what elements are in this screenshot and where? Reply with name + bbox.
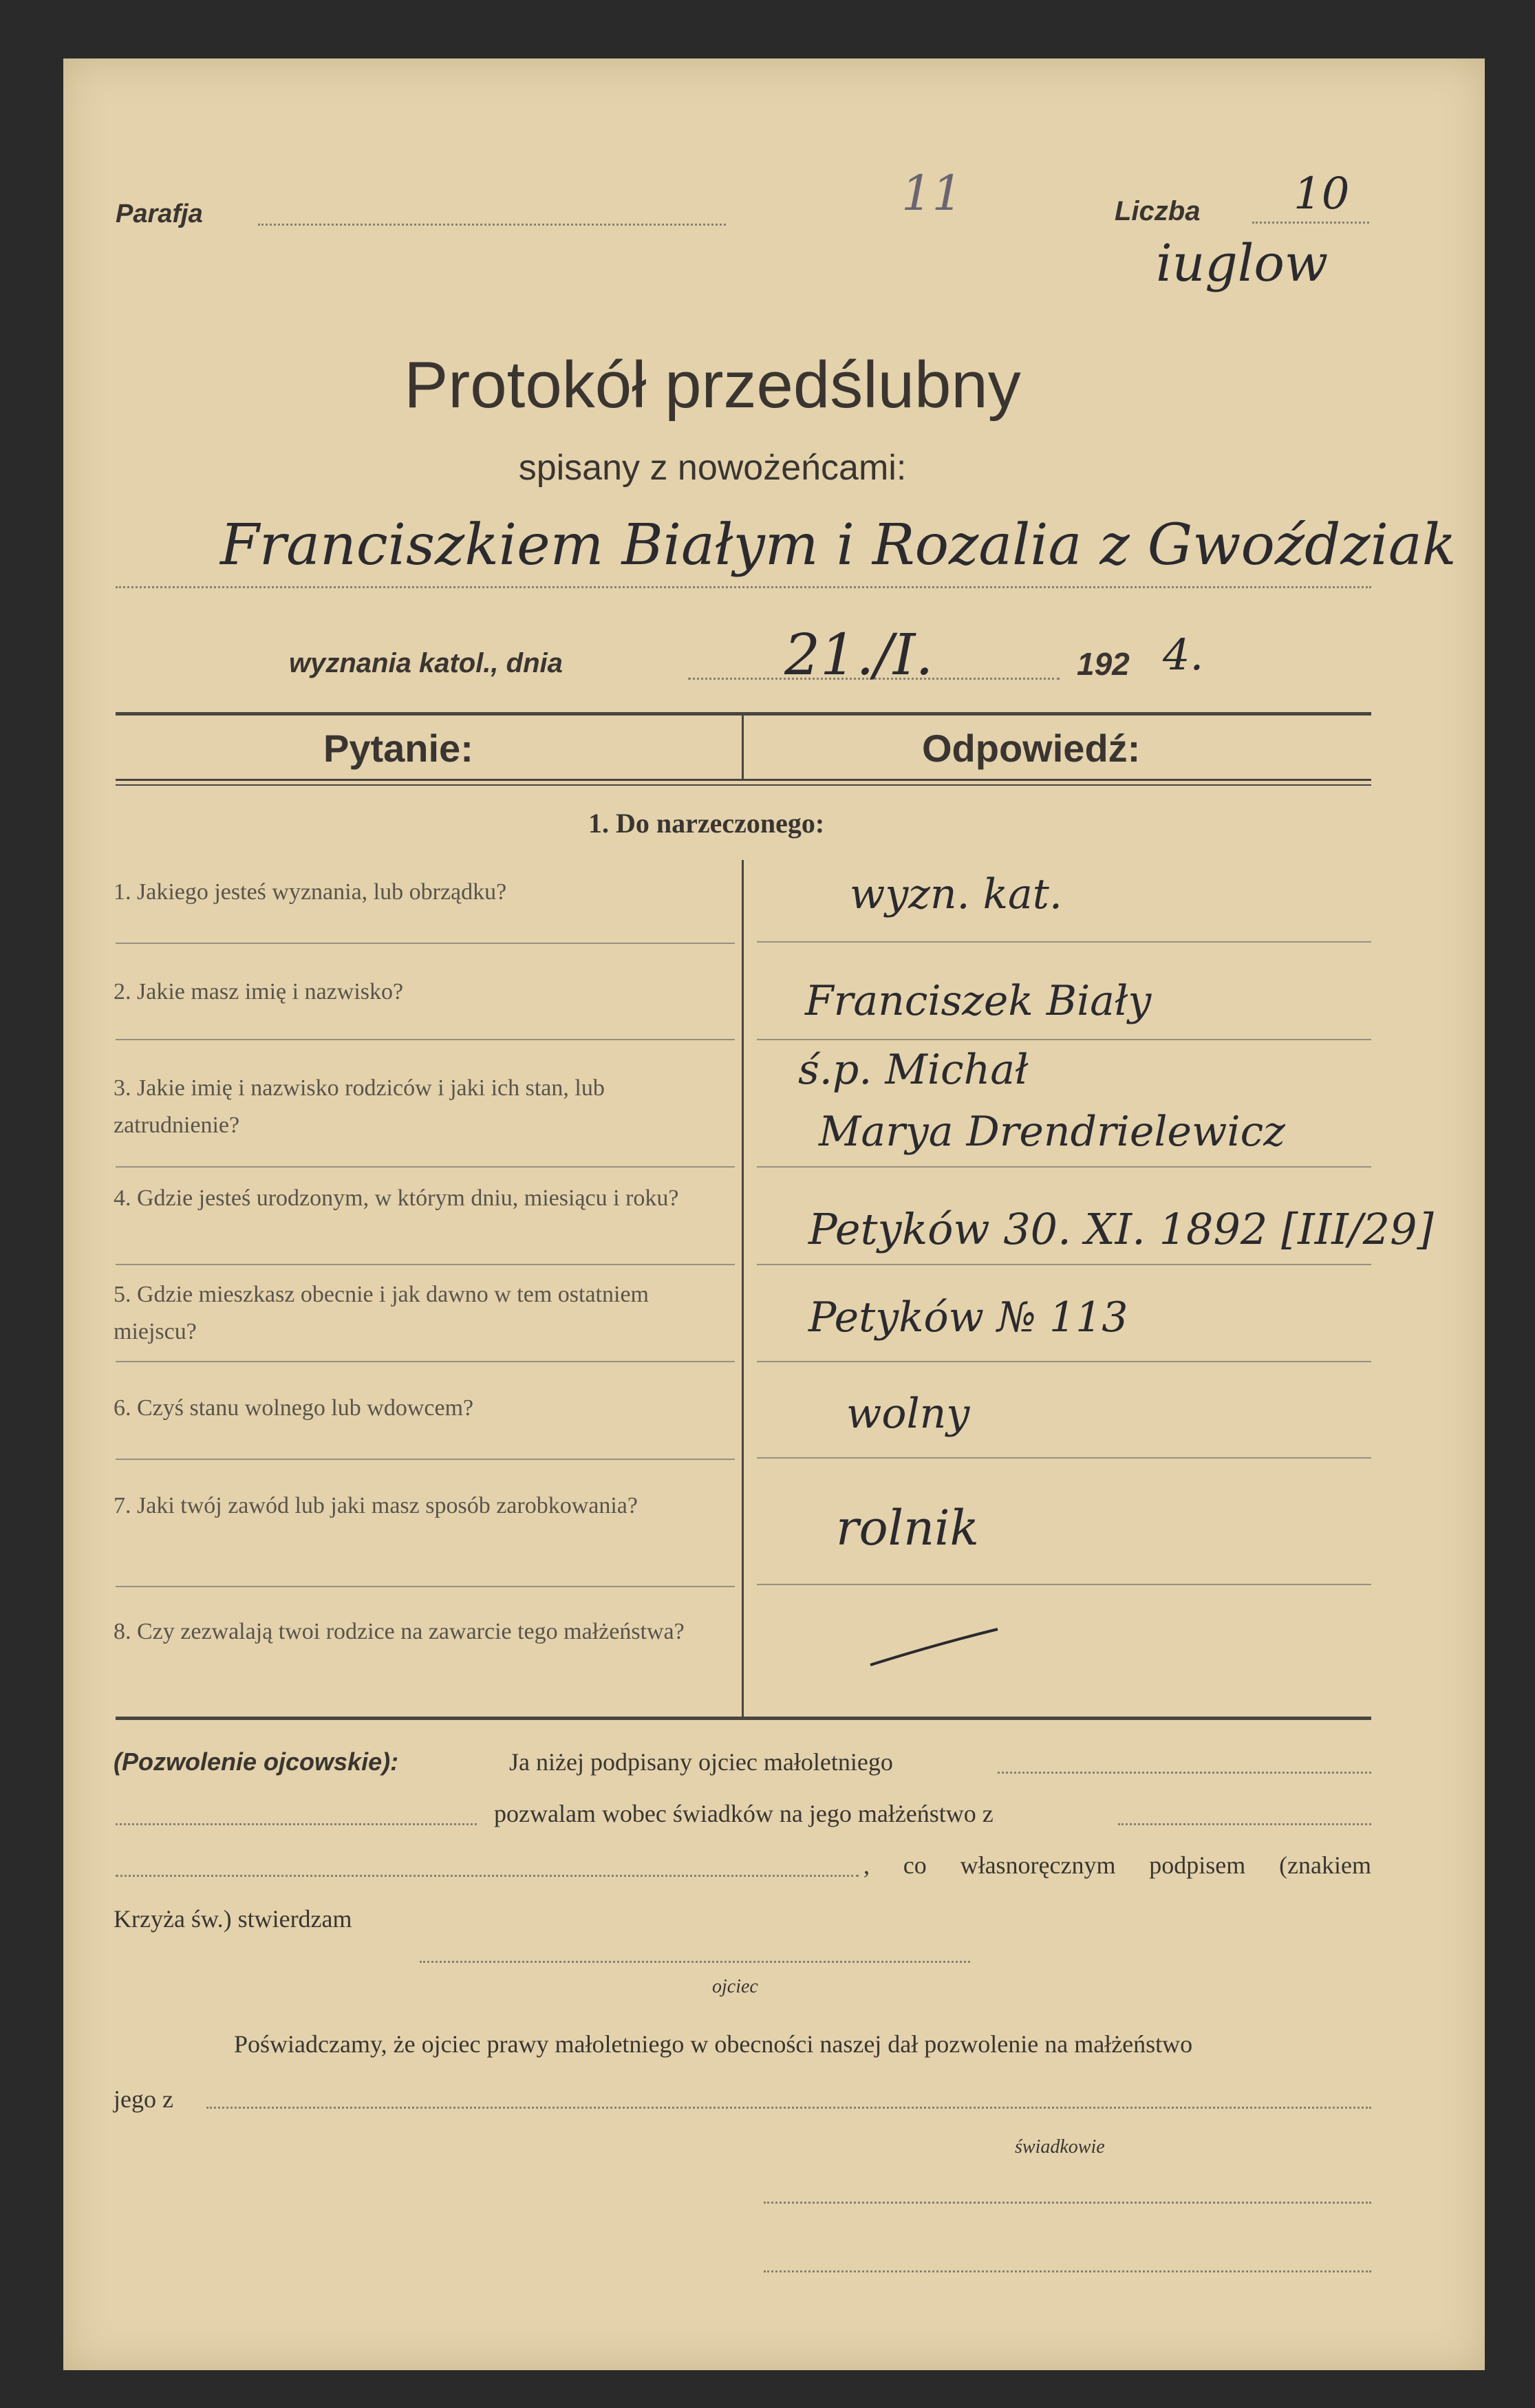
wyznania-label: wyznania katol., dnia [289, 648, 563, 678]
parafja-line [258, 224, 726, 226]
question-5: 5. Gdzie mieszkasz obecnie i jak dawno w tem ostatniem miejscu? [114, 1282, 649, 1344]
document-title: Protokół przedślubny [404, 348, 1021, 422]
father-signature-line [420, 1961, 970, 1963]
fill-line [206, 2107, 1371, 2109]
question-7: 7. Jaki twój zawód lub jaki masz sposób zarobkowania? [114, 1493, 638, 1518]
answer-4: Petyków 30. XI. 1892 [III/29] [808, 1204, 1434, 1254]
question-6: 6. Czyś stanu wolnego lub wdowcem? [114, 1395, 474, 1421]
answer-6: wolny [846, 1390, 970, 1438]
a-divider [757, 1264, 1371, 1265]
liczba-note: iuglow [1156, 234, 1329, 293]
permission-line-3: , co własnoręcznym podpisem (znakiem [863, 1851, 1371, 1879]
fill-line [116, 1823, 477, 1825]
witness-signature-line [764, 2270, 1371, 2272]
attestation-text: Poświadczamy, że ojciec prawy małoletniego w obecności naszej dał pozwolenie na małżeństwo [234, 2030, 1193, 2058]
answer-7: rolnik [836, 1500, 979, 1556]
question-4: 4. Gdzie jesteś urodzonym, w którym dniu, miesiącu i roku? [114, 1185, 679, 1211]
year-suffix: 4. [1163, 630, 1204, 680]
q-divider [116, 1586, 735, 1587]
permission-label: (Pozwolenie ojcowskie): [114, 1748, 399, 1776]
question-8: 8. Czy zezwalają twoi rodzice na zawarcie tego małżeństwa? [114, 1619, 685, 1644]
column-divider [742, 860, 744, 1717]
names-line [116, 586, 1371, 588]
header-rule-2 [116, 784, 1371, 786]
liczba-line [1252, 222, 1369, 224]
q-divider [116, 1459, 735, 1460]
question-3: 3. Jakie imię i nazwisko rodziców i jaki ich stan, lub zatrudnienie? [114, 1075, 605, 1138]
permission-line-2: pozwalam wobec świadków na jego małżeństwo z [494, 1800, 994, 1827]
q-divider [116, 943, 735, 944]
year-prefix: 192 [1077, 646, 1130, 682]
fill-line [116, 1875, 859, 1877]
column-answer-header: Odpowiedź: [922, 727, 1141, 770]
a-divider [757, 1166, 1371, 1168]
swiadkowie-caption: świadkowie [1015, 2136, 1105, 2158]
question-2: 2. Jakie masz imię i nazwisko? [114, 979, 404, 1004]
liczba-value: 10 [1294, 169, 1350, 219]
answer-5: Petyków № 113 [808, 1293, 1128, 1342]
permission-line-4: Krzyża św.) stwierdzam [114, 1905, 352, 1933]
document-subtitle: spisany z nowożeńcami: [518, 448, 907, 488]
section-heading: 1. Do narzeczonego: [588, 808, 825, 839]
q-divider [116, 1166, 735, 1168]
witness-signature-line [764, 2202, 1371, 2204]
answer-8-stroke [867, 1624, 1005, 1672]
answer-3b: Marya Drendrielewicz [819, 1108, 1285, 1156]
a-divider [757, 1584, 1371, 1585]
column-question-header: Pytanie: [323, 727, 473, 770]
q-divider [116, 1039, 735, 1040]
names-handwritten: Franciszkiem Białym i Rozalia z Gwoździak [220, 513, 1457, 578]
ojciec-caption: ojciec [712, 1976, 758, 1997]
fill-line [998, 1772, 1371, 1774]
answer-3a: ś.p. Michał [798, 1046, 1029, 1094]
a-divider [757, 1457, 1371, 1459]
date-handwritten: 21./I. [784, 623, 934, 688]
header-divider [742, 716, 744, 779]
answer-1: wyzn. kat. [850, 870, 1062, 918]
parafja-label: Parafja [116, 200, 203, 228]
permission-line-1: Ja niżej podpisany ojciec małoletniego [509, 1748, 893, 1776]
a-divider [757, 941, 1371, 943]
jego-z-label: jego z [114, 2085, 173, 2113]
fill-line [1118, 1823, 1371, 1825]
top-mark: 11 [901, 165, 963, 222]
table-bottom-rule [116, 1717, 1371, 1720]
answer-2: Franciszek Biały [805, 977, 1152, 1025]
a-divider [757, 1039, 1371, 1040]
header-rule-1 [116, 779, 1371, 781]
q-divider [116, 1264, 735, 1265]
liczba-label: Liczba [1115, 196, 1201, 226]
question-1: 1. Jakiego jesteś wyznania, lub obrządku? [114, 879, 507, 905]
q-divider [116, 1361, 735, 1362]
a-divider [757, 1361, 1371, 1362]
